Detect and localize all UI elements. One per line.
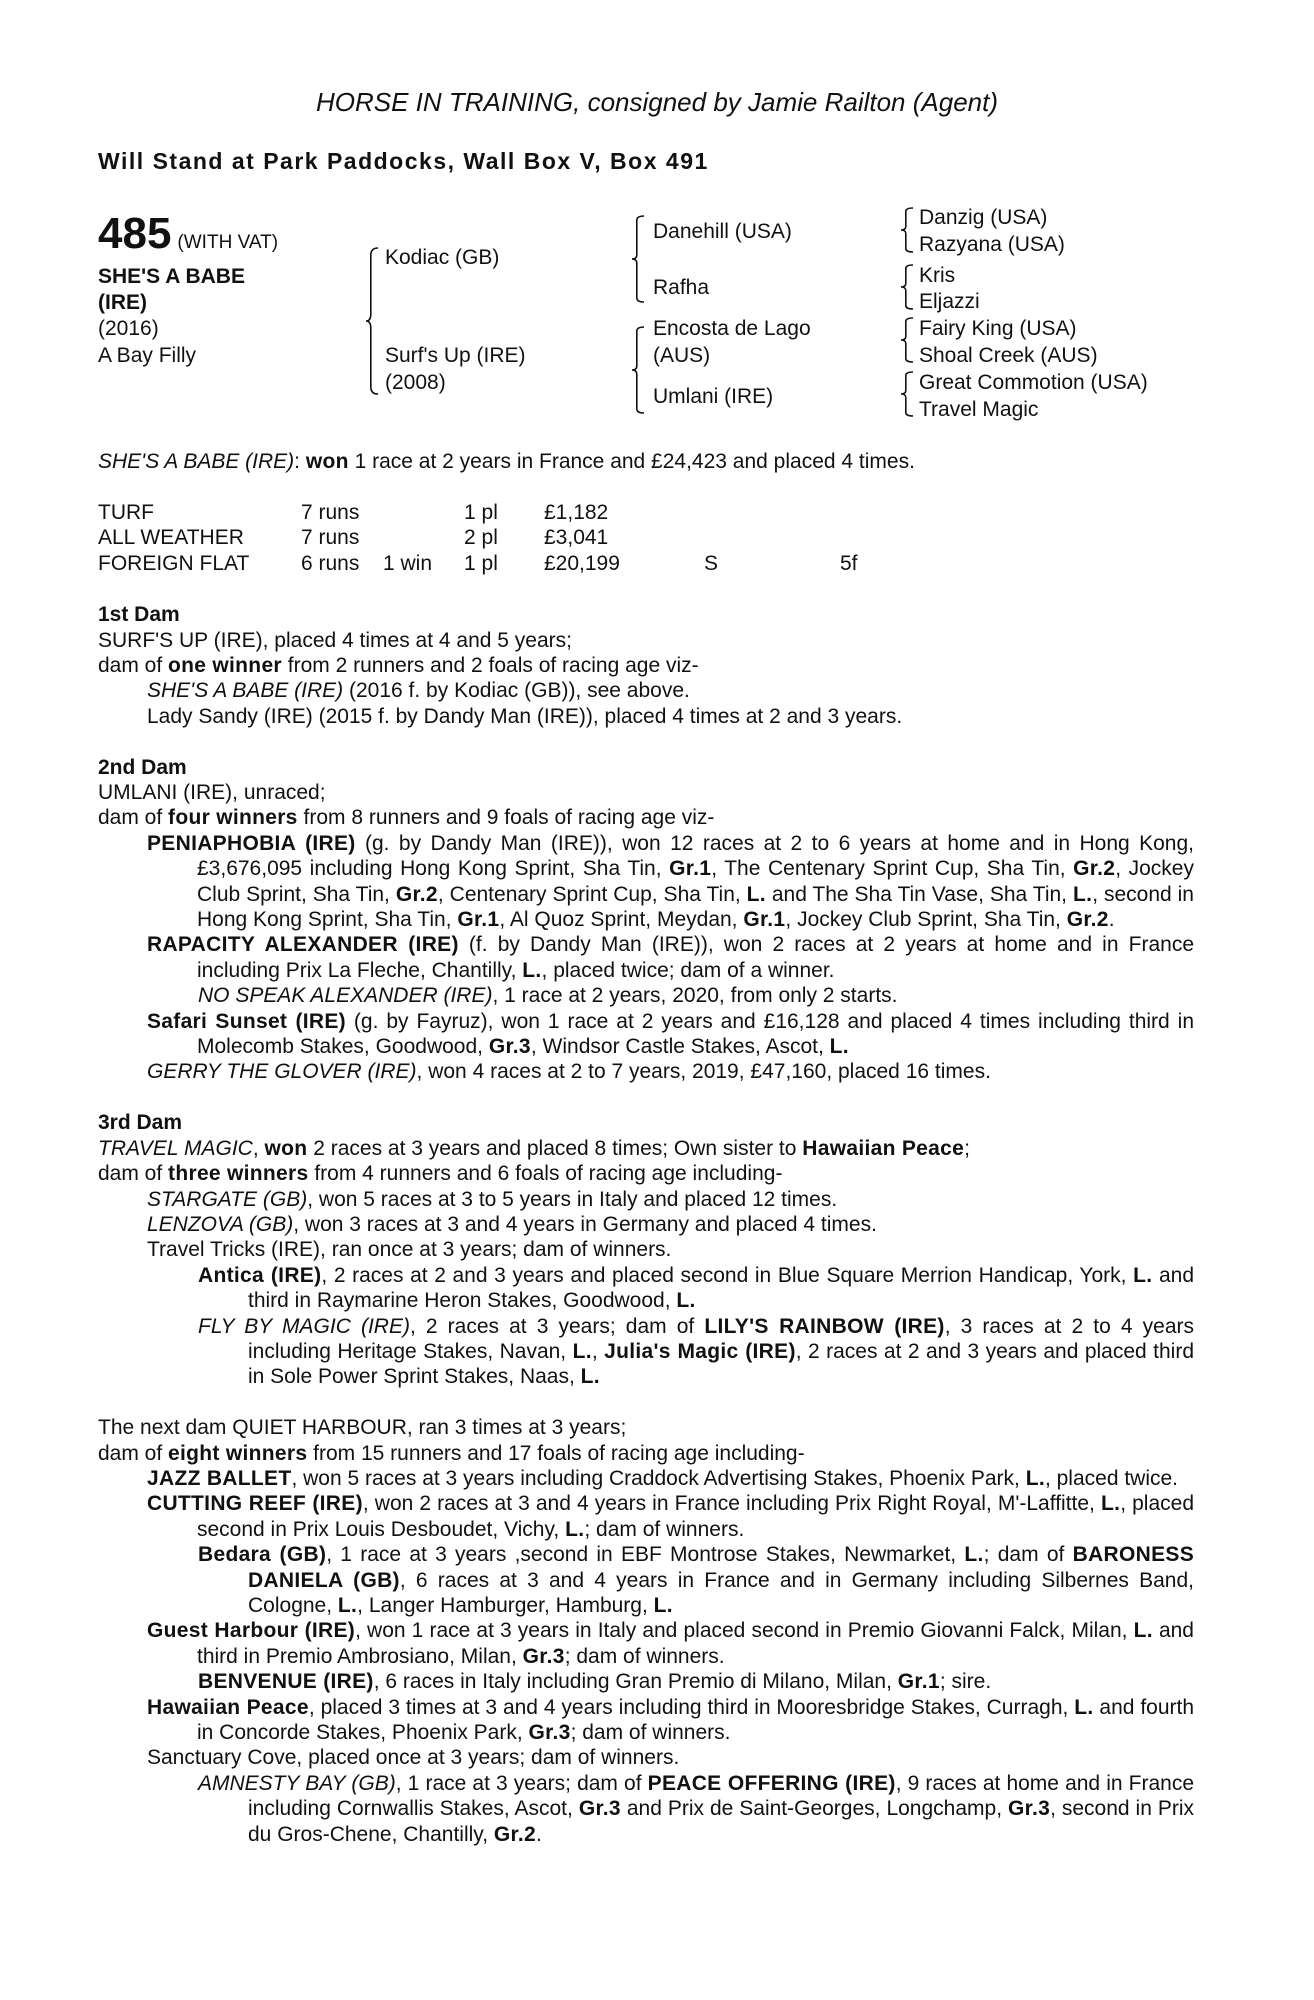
dam-record: [98, 628, 1194, 653]
text: and third in Raymarine Heron Stakes, Goodwood,: [248, 1263, 1195, 1313]
bold-text: won: [264, 1136, 308, 1160]
dam-record: [98, 805, 1194, 830]
dam-record: [98, 1415, 1194, 1440]
stats-cell: 1 win: [383, 551, 433, 575]
produce-entry: [98, 1059, 1194, 1084]
section-heading: 2nd Dam: [98, 755, 187, 779]
lot-number-value: 485: [98, 209, 172, 258]
italic-text: AMNESTY BAY (GB): [198, 1771, 396, 1795]
stats-cell: 1 pl: [464, 551, 498, 575]
text: , second in Prix du Gros-Chene, Chantilly,: [248, 1797, 1194, 1846]
lot-number: [98, 210, 278, 267]
text: , placed twice; dam of a winner.: [541, 958, 835, 982]
stats-cell: 2 pl: [464, 526, 498, 550]
text: 1 race at 2 years in France and £24,423 and placed 4 times.: [348, 450, 915, 473]
bold-text: Gr.2: [395, 882, 438, 906]
dam-record: [98, 1441, 1194, 1466]
text: ; dam of winners.: [564, 1644, 725, 1668]
text: ;: [964, 1136, 970, 1160]
stats-cell: 7 runs: [301, 526, 360, 550]
italic-text: GERRY THE GLOVER (IRE): [147, 1060, 417, 1084]
dam-record: [98, 780, 1194, 805]
text: The next dam QUIET HARBOUR, ran 3 times at 3 years;: [98, 1416, 627, 1440]
bold-text: Gr.1: [457, 908, 500, 932]
section-heading: 3rd Dam: [98, 1111, 183, 1135]
produce-entry: [98, 1187, 1194, 1212]
pedigree-sire: Kodiac (GB): [385, 246, 500, 269]
text: , won 4 races at 2 to 7 years, 2019, £47,160, placed 16 times.: [416, 1060, 991, 1084]
bold-text: PEACE OFFERING (IRE): [647, 1771, 896, 1795]
text: Lady Sandy (IRE) (2015 f. by Dandy Man (IRE)), placed 4 times at 2 and 3 years.: [147, 704, 903, 728]
text: from 2 runners and 2 foals of racing age viz-: [281, 654, 699, 677]
text: dam of: [98, 654, 169, 677]
bold-text: Antica (IRE): [198, 1263, 322, 1287]
vat-note: (WITH VAT): [177, 232, 279, 253]
text: Travel Tricks (IRE), ran once at 3 years; dam of winners.: [147, 1238, 672, 1262]
section-heading: 1st Dam: [98, 603, 180, 627]
pedigree-dam-sire-suffix: (AUS): [653, 344, 711, 367]
text: ,: [252, 1136, 265, 1160]
produce-entry: [98, 1491, 1194, 1542]
italic-text: NO SPEAK ALEXANDER (IRE): [198, 984, 493, 1008]
foaling-year: (2016): [98, 317, 159, 340]
bold-text: Julia's Magic (IRE): [604, 1339, 796, 1363]
bold-text: won: [305, 450, 349, 473]
bold-text: Gr.1: [897, 1670, 940, 1694]
text: , The Centenary Sprint Cup, Sha Tin,: [711, 857, 1074, 881]
text: , placed twice.: [1044, 1466, 1179, 1490]
text: (f. by Dandy Man (IRE)), won 2 races at 2 years at home and in France including Prix La Fleche, Chantilly,: [197, 933, 1194, 982]
italic-text: TRAVEL MAGIC: [98, 1136, 253, 1160]
text: , Al Quoz Sprint, Meydan,: [499, 908, 744, 932]
bold-text: L.: [653, 1593, 673, 1617]
text: and third in Premio Ambrosiano, Milan,: [197, 1619, 1194, 1668]
text: , 2 races at 2 and 3 years and placed third in Sole Power Sprint Stakes, Naas,: [248, 1339, 1195, 1389]
pedigree-g2: Razyana (USA): [919, 233, 1065, 256]
bold-text: L.: [676, 1289, 696, 1313]
pedigree-brace-sire: [632, 216, 644, 302]
pedigree-brace-g1: [901, 208, 913, 252]
text: , won 5 races at 3 years including Craddock Advertising Stakes, Phoenix Park,: [291, 1466, 1026, 1490]
bold-text: Gr.3: [578, 1797, 621, 1821]
bold-text: Bedara (GB): [198, 1543, 327, 1567]
text: , won 2 races at 3 and 4 years in France including Prix Right Royal, M'-Laffitte,: [362, 1492, 1101, 1516]
text: , 1 race at 3 years; dam of: [395, 1771, 648, 1795]
dam-record: [98, 653, 1194, 678]
produce-entry: [98, 831, 1194, 933]
bold-text: PENIAPHOBIA (IRE): [147, 831, 356, 855]
bold-text: L.: [565, 1517, 585, 1541]
pedigree-sire-dam: Rafha: [653, 276, 710, 299]
stand-location: Will Stand at Park Paddocks, Wall Box V, Box 491: [98, 148, 709, 174]
pedigree-dam-year: (2008): [385, 371, 446, 394]
text: .: [535, 1822, 542, 1846]
text: and Prix de Saint-Georges, Longchamp,: [620, 1797, 1008, 1821]
text: , won 5 races at 3 to 5 years in Italy and placed 12 times.: [307, 1187, 838, 1211]
dam-record: [98, 1161, 1194, 1186]
bold-text: L.: [1074, 1695, 1094, 1719]
text: , Langer Hamburger, Hamburg,: [357, 1593, 654, 1617]
pedigree-g3: Kris: [919, 264, 956, 287]
bold-text: Guest Harbour (IRE): [147, 1619, 356, 1643]
produce-entry: [98, 1466, 1194, 1491]
dam-section: [98, 602, 1194, 729]
dam-section: [98, 755, 1194, 1085]
pedigree-brace-g3: [901, 318, 913, 362]
italic-text: SHE'S A BABE (IRE): [98, 450, 295, 473]
text: , 2 races at 3 years; dam of: [409, 1314, 705, 1338]
bold-text: L.: [746, 882, 766, 906]
text: , 9 races at home and in France including Cornwallis Stakes, Ascot,: [248, 1771, 1195, 1821]
produce-entry: [98, 1542, 1194, 1618]
text: , second in Hong Kong Sprint, Sha Tin,: [197, 882, 1194, 932]
text: ,: [591, 1339, 605, 1363]
text: (2016 f. by Kodiac (GB)), see above.: [343, 679, 690, 703]
text: , 6 races at 3 and 4 years in France and in Germany including Silbernes Band, Cologne,: [248, 1568, 1194, 1617]
bold-text: BENVENUE (IRE): [198, 1670, 374, 1694]
bold-text: three winners: [168, 1162, 309, 1186]
bold-text: Gr.2: [1073, 857, 1116, 881]
bold-text: Safari Sunset (IRE): [147, 1009, 346, 1033]
stats-cell: £1,182: [544, 500, 609, 524]
catalogue-header: HORSE IN TRAINING, consigned by Jamie Railton (Agent): [315, 87, 999, 117]
produce-entry: [98, 1745, 1194, 1770]
bold-text: LILY'S RAINBOW (IRE): [704, 1314, 945, 1338]
text: and The Sha Tin Vase, Sha Tin,: [765, 882, 1073, 906]
pedigree-sire-sire: Danehill (USA): [653, 220, 792, 243]
produce-entry: [98, 1771, 1194, 1847]
bold-text: Gr.2: [1066, 908, 1109, 932]
text: (g. by Dandy Man (IRE)), won 12 races at 2 to 6 years at home and in Hong Kong, £3,676,095 including Hong Kong Sprint, Sha Tin,: [197, 831, 1195, 881]
produce-entry: [98, 983, 1194, 1008]
text: , 3 races at 2 to 4 years including Heritage Stakes, Navan,: [248, 1314, 1194, 1363]
pedigree-brace-g4: [901, 372, 913, 416]
text: , Centenary Sprint Cup, Sha Tin,: [437, 882, 747, 906]
text: ; sire.: [939, 1670, 992, 1694]
bold-text: Gr.3: [1008, 1797, 1051, 1821]
text: from 8 runners and 9 foals of racing age viz-: [297, 806, 715, 830]
produce-entry: [98, 1618, 1194, 1669]
bold-text: L.: [580, 1365, 600, 1389]
italic-text: LENZOVA (GB): [147, 1212, 294, 1236]
text: from 4 runners and 6 foals of racing age including-: [308, 1162, 783, 1186]
produce-entry: [98, 678, 1194, 703]
pedigree-g4: Eljazzi: [919, 290, 980, 313]
bold-text: L.: [829, 1035, 849, 1059]
italic-text: STARGATE (GB): [147, 1187, 308, 1211]
bold-text: Gr.2: [493, 1822, 536, 1846]
produce-entry: [98, 1237, 1194, 1262]
pedigree-g1: Danzig (USA): [919, 206, 1048, 229]
bold-text: L.: [1072, 882, 1093, 906]
produce-entry: [98, 932, 1194, 983]
stats-cell: TURF: [98, 500, 154, 524]
bold-text: BARONESS DANIELA (GB): [248, 1543, 1195, 1592]
text: dam of: [98, 1441, 169, 1465]
race-stats-table: [98, 500, 1194, 577]
text: , 1 race at 2 years, 2020, from only 2 starts.: [492, 984, 898, 1008]
produce-entry: [98, 1695, 1194, 1746]
bold-text: four winners: [168, 806, 298, 830]
text: UMLANI (IRE), unraced;: [98, 781, 326, 805]
text: , 1 race at 3 years ,second in EBF Montrose Stakes, Newmarket,: [326, 1543, 965, 1567]
bold-text: CUTTING REEF (IRE): [147, 1492, 363, 1516]
dam-sections: [98, 602, 1194, 1847]
text: , Windsor Castle Stakes, Ascot,: [530, 1035, 830, 1059]
text: SURF'S UP (IRE), placed 4 times at 4 and 5 years;: [98, 628, 572, 652]
pedigree-brace-g2: [901, 265, 913, 309]
stats-cell: ALL WEATHER: [98, 526, 244, 550]
text: , won 3 races at 3 and 4 years in Germany and placed 4 times.: [293, 1212, 877, 1236]
bold-text: one winner: [168, 654, 282, 677]
text: , placed second in Prix Louis Desboudet, Vichy,: [197, 1492, 1195, 1541]
pedigree-dam: Surf's Up (IRE): [385, 344, 526, 367]
bold-text: Hawaiian Peace: [802, 1136, 965, 1160]
text: , won 1 race at 3 years in Italy and placed second in Premio Giovanni Falck, Milan,: [355, 1619, 1134, 1643]
produce-entry: [98, 704, 1194, 729]
text: 2 races at 3 years and placed 8 times; Own sister to: [307, 1136, 803, 1160]
stats-cell: 7 runs: [301, 500, 360, 524]
text: and fourth in Concorde Stakes, Phoenix Park,: [197, 1695, 1195, 1745]
stats-cell: FOREIGN FLAT: [98, 551, 250, 575]
text: from 15 runners and 17 foals of racing age including-: [307, 1441, 805, 1465]
bold-text: Hawaiian Peace: [147, 1695, 309, 1719]
bold-text: Gr.3: [488, 1035, 531, 1059]
text: , placed 3 times at 3 and 4 years including third in Mooresbridge Stakes, Curragh,: [308, 1695, 1075, 1719]
dam-section: [98, 1415, 1194, 1847]
text: , 6 races in Italy including Gran Premio di Milano, Milan,: [373, 1670, 898, 1694]
bold-text: Gr.1: [743, 908, 786, 932]
dam-record: [98, 1136, 1194, 1161]
horse-name-suffix: (IRE): [98, 291, 147, 314]
stats-cell: 6 runs: [301, 551, 360, 575]
text: ; dam of winners.: [570, 1721, 731, 1745]
bold-text: L.: [1133, 1619, 1153, 1643]
text: , Jockey Club Sprint, Sha Tin,: [785, 908, 1067, 932]
pedigree-brace-dam: [632, 327, 644, 413]
pedigree-g8: Travel Magic: [919, 398, 1039, 421]
bold-text: Gr.1: [669, 857, 712, 881]
stats-cell: 1 pl: [464, 500, 498, 524]
text: , 2 races at 2 and 3 years and placed second in Blue Square Merrion Handicap, York,: [321, 1263, 1134, 1287]
bold-text: RAPACITY ALEXANDER (IRE): [147, 933, 459, 957]
bold-text: Gr.3: [528, 1721, 571, 1745]
bold-text: L.: [522, 958, 542, 982]
bold-text: eight winners: [168, 1441, 308, 1465]
stats-cell: 5f: [840, 551, 858, 575]
italic-text: SHE'S A BABE (IRE): [147, 679, 344, 703]
pedigree-g6: Shoal Creek (AUS): [919, 344, 1098, 367]
horse-description: A Bay Filly: [98, 344, 197, 367]
bold-text: JAZZ BALLET: [147, 1466, 292, 1490]
dam-section: [98, 1110, 1194, 1389]
bold-text: L.: [1133, 1263, 1153, 1287]
bold-text: Gr.3: [522, 1644, 565, 1668]
racing-record: [98, 449, 1194, 1847]
bold-text: L.: [1025, 1466, 1045, 1490]
stats-cell: S: [704, 551, 719, 575]
bold-text: L.: [964, 1543, 984, 1567]
text: (g. by Fayruz), won 1 race at 2 years and £16,128 and placed 4 times including third in Molecomb Stakes, Goodwood,: [197, 1009, 1195, 1059]
text: ; dam of winners.: [584, 1517, 745, 1541]
pedigree-brace-main: [366, 248, 378, 394]
produce-entry: [98, 1314, 1194, 1390]
bold-text: L.: [337, 1593, 358, 1617]
text: ; dam of: [983, 1543, 1073, 1567]
text: :: [294, 450, 306, 473]
text: dam of: [98, 1162, 169, 1186]
produce-entry: [98, 1009, 1194, 1060]
bold-text: L.: [1100, 1492, 1121, 1516]
race-summary: [98, 449, 1194, 474]
horse-name: SHE'S A BABE: [98, 265, 245, 288]
produce-entry: [98, 1669, 1194, 1694]
text: .: [1108, 908, 1115, 932]
italic-text: FLY BY MAGIC (IRE): [198, 1314, 410, 1338]
pedigree-dam-dam: Umlani (IRE): [653, 385, 774, 408]
bold-text: L.: [572, 1339, 592, 1363]
pedigree-dam-sire: Encosta de Lago: [653, 317, 811, 340]
text: dam of: [98, 806, 169, 830]
produce-entry: [98, 1212, 1194, 1237]
pedigree-g7: Great Commotion (USA): [919, 371, 1148, 394]
text: , Jockey Club Sprint, Sha Tin,: [197, 857, 1194, 906]
pedigree-g5: Fairy King (USA): [919, 317, 1077, 340]
text: Sanctuary Cove, placed once at 3 years; dam of winners.: [147, 1746, 680, 1770]
stats-cell: £3,041: [544, 526, 609, 550]
stats-cell: £20,199: [544, 551, 620, 575]
produce-entry: [98, 1263, 1194, 1314]
